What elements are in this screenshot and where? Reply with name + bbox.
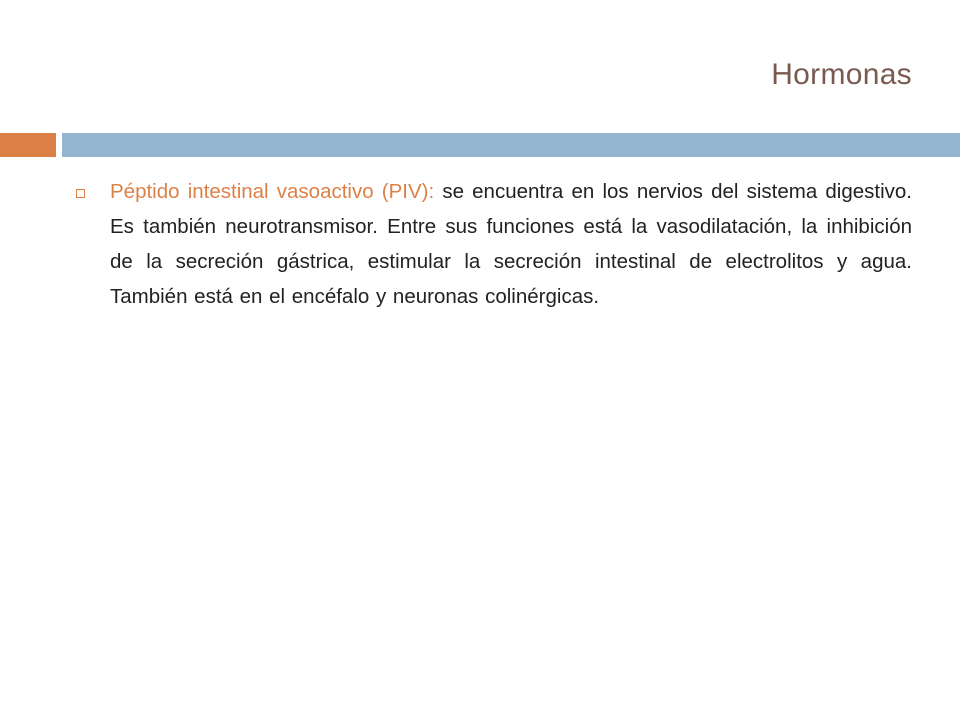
header-band — [62, 133, 960, 157]
slide-content — [72, 174, 912, 314]
bullet-description: se encuentra en los nervios del sistema digestivo. Es también neurotransmisor. Entre sus funciones está la vasodilatación, la inhibición de la secreción gástrica, estimular la secreción intestinal de electrolitos y agua. También está en el encéfalo y neuronas colinérgicas. — [110, 180, 912, 308]
slide-title: Hormonas — [771, 58, 912, 91]
square-bullet-icon — [76, 189, 85, 198]
bullet-item — [72, 174, 912, 314]
bullet-term: Péptido intestinal vasoactivo (PIV): — [110, 180, 435, 203]
bullet-text — [110, 174, 912, 314]
header-band-accent — [0, 133, 56, 157]
